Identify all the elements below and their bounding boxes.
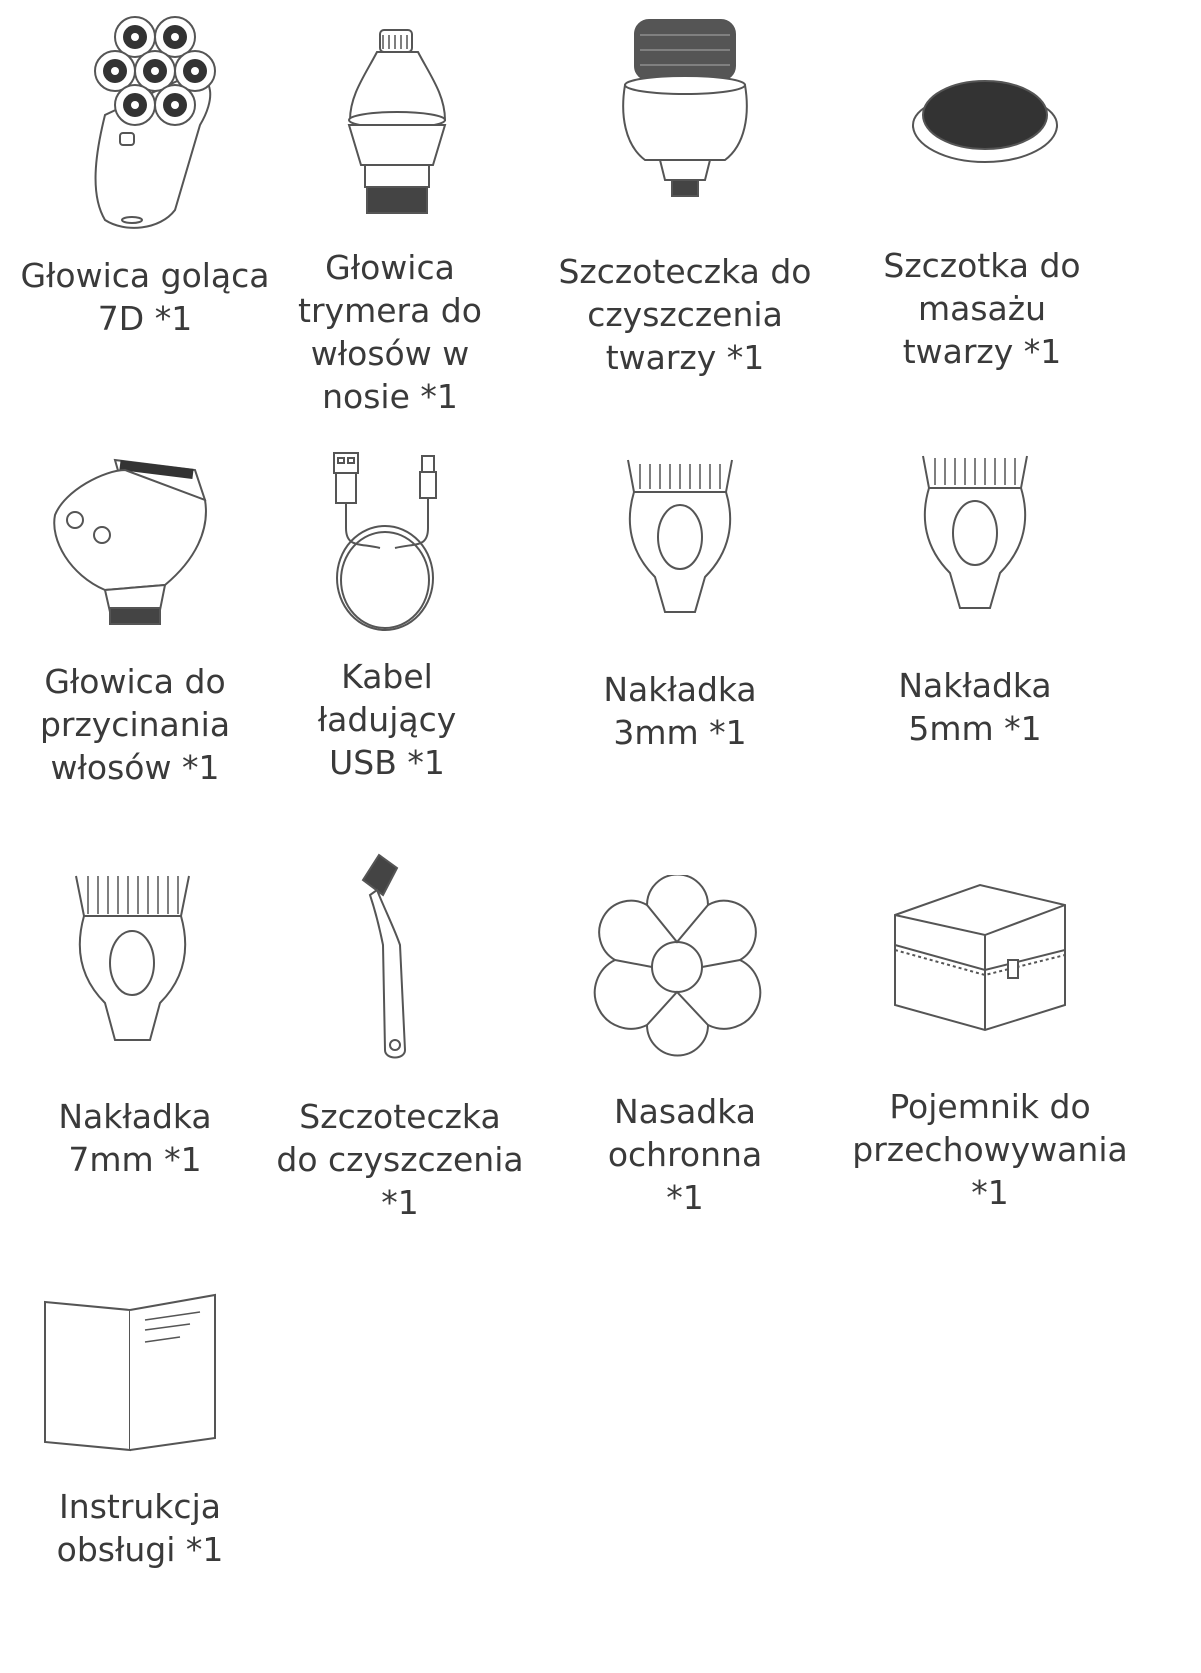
item-label-comb-5mm: Nakładka 5mm *1 xyxy=(898,666,1052,748)
guide-comb-icon xyxy=(620,452,740,617)
item-label-protective-cap: Nasadka ochronna *1 xyxy=(607,1092,763,1217)
item-label-face-massage-brush: Szczotka do masażu twarzy *1 xyxy=(883,246,1081,371)
cleaning-brush-icon xyxy=(355,850,425,1065)
hair-clipper-icon xyxy=(45,440,225,630)
item-label-shaving-head: Głowica goląca 7D *1 xyxy=(20,256,270,338)
guide-comb-icon xyxy=(915,448,1035,613)
item-label-user-manual: Instrukcja obsługi *1 xyxy=(56,1487,224,1569)
item-label-face-cleaning-brush: Szczoteczka do czyszczenia twarzy *1 xyxy=(558,252,812,377)
manual-book-icon xyxy=(40,1290,220,1455)
face-massage-brush-icon xyxy=(905,70,1065,170)
face-cleaning-brush-icon xyxy=(610,15,760,205)
item-label-nose-trimmer-head: Głowica trymera do włosów w nosie *1 xyxy=(298,248,482,416)
item-label-hair-clipper-head: Głowica do przycinania włosów *1 xyxy=(39,662,231,787)
protective-cap-icon xyxy=(590,875,765,1060)
usb-cable-icon xyxy=(320,448,450,638)
item-label-cleaning-brush: Szczoteczka do czyszczenia *1 xyxy=(276,1097,524,1222)
storage-case-icon xyxy=(890,880,1070,1035)
item-label-comb-3mm: Nakładka 3mm *1 xyxy=(603,670,757,752)
item-label-usb-cable: Kabel ładujący USB *1 xyxy=(317,657,457,782)
nose-trimmer-icon xyxy=(335,25,460,220)
item-label-comb-7mm: Nakładka 7mm *1 xyxy=(58,1097,212,1179)
shaving-head-icon xyxy=(50,5,230,235)
item-label-storage-case: Pojemnik do przechowywania *1 xyxy=(852,1087,1128,1212)
guide-comb-icon xyxy=(70,868,195,1048)
